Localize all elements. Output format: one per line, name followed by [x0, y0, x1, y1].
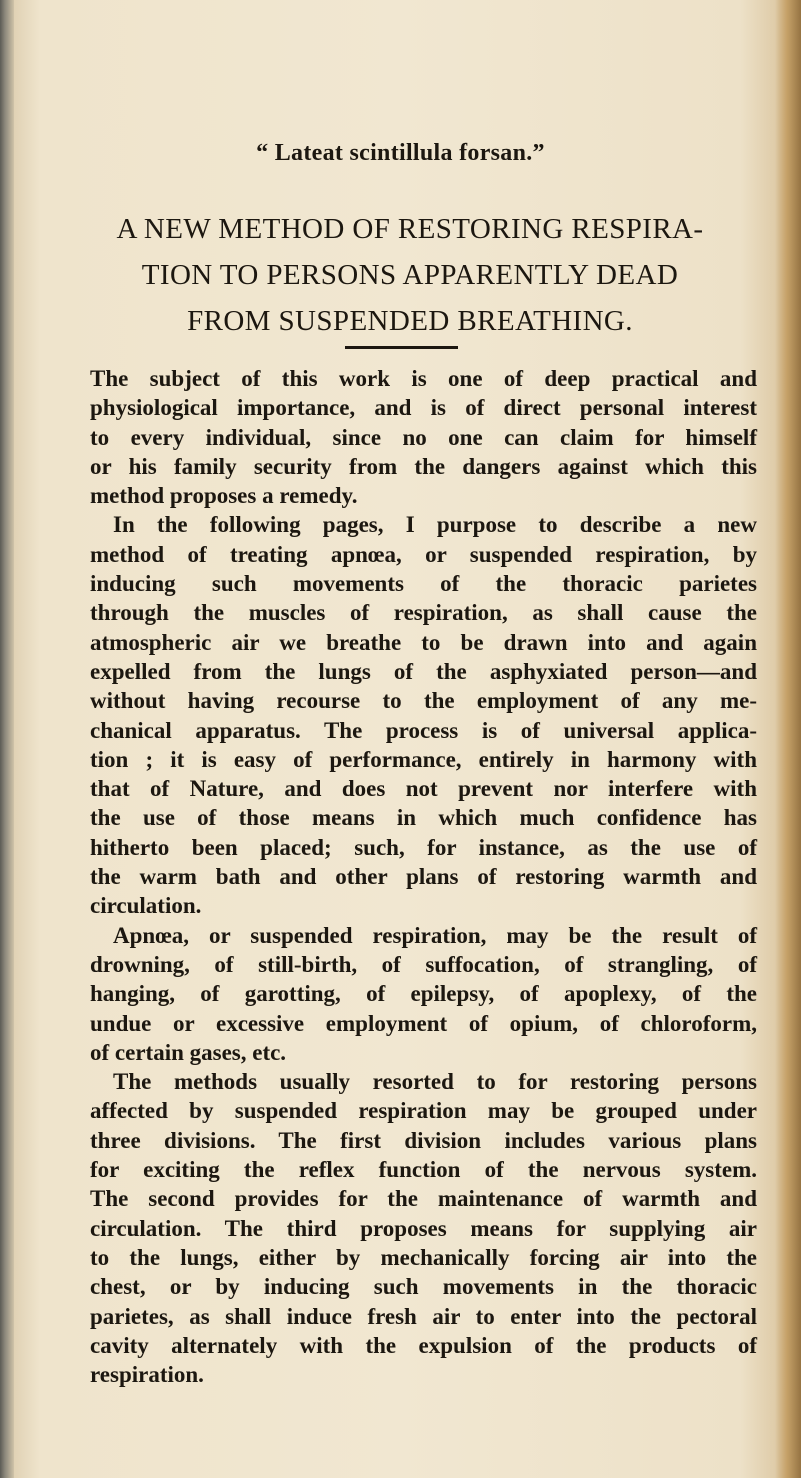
text-line: to every individual, since no one can claim for himself	[90, 424, 757, 450]
text-line: In the following pages, I purpose to describe a new	[113, 512, 757, 538]
text-line: or his family security from the dangers against which this	[90, 453, 757, 479]
text-line: affected by suspended respiration may be grouped under	[90, 1098, 757, 1124]
body-text	[90, 364, 757, 1389]
text-line: physiological importance, and is of direct personal interest	[90, 395, 757, 421]
page-title	[60, 206, 760, 344]
title-divider	[345, 346, 458, 349]
text-line: to the lungs, either by mechanically forcing air into the	[90, 1244, 757, 1270]
book-gutter	[0, 0, 14, 1478]
text-line: for exciting the reflex function of the nervous system.	[90, 1157, 757, 1183]
page-edge	[775, 0, 801, 1478]
text-line: hanging, of garotting, of epilepsy, of apoplexy, of the	[90, 981, 757, 1007]
text-line: inducing such movements of the thoracic parietes	[90, 571, 757, 597]
text-line: tion ; it is easy of performance, entirely in harmony with	[90, 746, 757, 772]
title-line: A NEW METHOD OF RESTORING RESPIRA-	[116, 213, 704, 245]
text-line: without having recourse to the employment of any me-	[90, 688, 757, 714]
text-line: method of treating apnœa, or suspended respiration, by	[90, 541, 757, 567]
text-line: circulation.	[90, 893, 202, 919]
text-line: cavity alternately with the expulsion of the products of	[90, 1332, 757, 1358]
text-line: the warm bath and other plans of restoring warmth and	[90, 864, 757, 890]
text-line: three divisions. The first division includes various plans	[90, 1127, 757, 1153]
text-line: of certain gases, etc.	[90, 1039, 287, 1065]
title-line: FROM SUSPENDED BREATHING.	[187, 305, 633, 337]
text-line: through the muscles of respiration, as shall cause the	[90, 600, 757, 626]
text-line: The subject of this work is one of deep practical and	[90, 366, 757, 391]
text-line: expelled from the lungs of the asphyxiated person—and	[90, 658, 757, 684]
motto: “ Lateat scintillula forsan.”	[256, 140, 545, 166]
text-line: hitherto been placed; such, for instance, as the use of	[90, 834, 757, 860]
title-line: TION TO PERSONS APPARENTLY DEAD	[141, 259, 679, 291]
text-line: method proposes a remedy.	[90, 483, 358, 509]
text-line: circulation. The third proposes means for supplying air	[90, 1215, 757, 1241]
text-line: parietes, as shall induce fresh air to enter into the pectoral	[90, 1303, 757, 1329]
text-line: The methods usually resorted to for restoring persons	[113, 1069, 757, 1095]
text-line: Apnœa, or suspended respiration, may be the result of	[113, 922, 757, 948]
text-line: respiration.	[90, 1362, 204, 1388]
text-line: the use of those means in which much confidence has	[90, 805, 757, 831]
text-line: atmospheric air we breathe to be drawn into and again	[90, 629, 757, 655]
text-line: The second provides for the maintenance of warmth and	[90, 1186, 757, 1212]
text-line: drowning, of still-birth, of suffocation, of strangling, of	[90, 951, 757, 977]
text-line: that of Nature, and does not prevent nor interfere with	[90, 776, 757, 802]
text-line: undue or excessive employment of opium, of chloroform,	[90, 1010, 757, 1036]
text-line: chanical apparatus. The process is of universal applica-	[90, 717, 757, 743]
text-line: chest, or by inducing such movements in the thoracic	[90, 1274, 757, 1300]
